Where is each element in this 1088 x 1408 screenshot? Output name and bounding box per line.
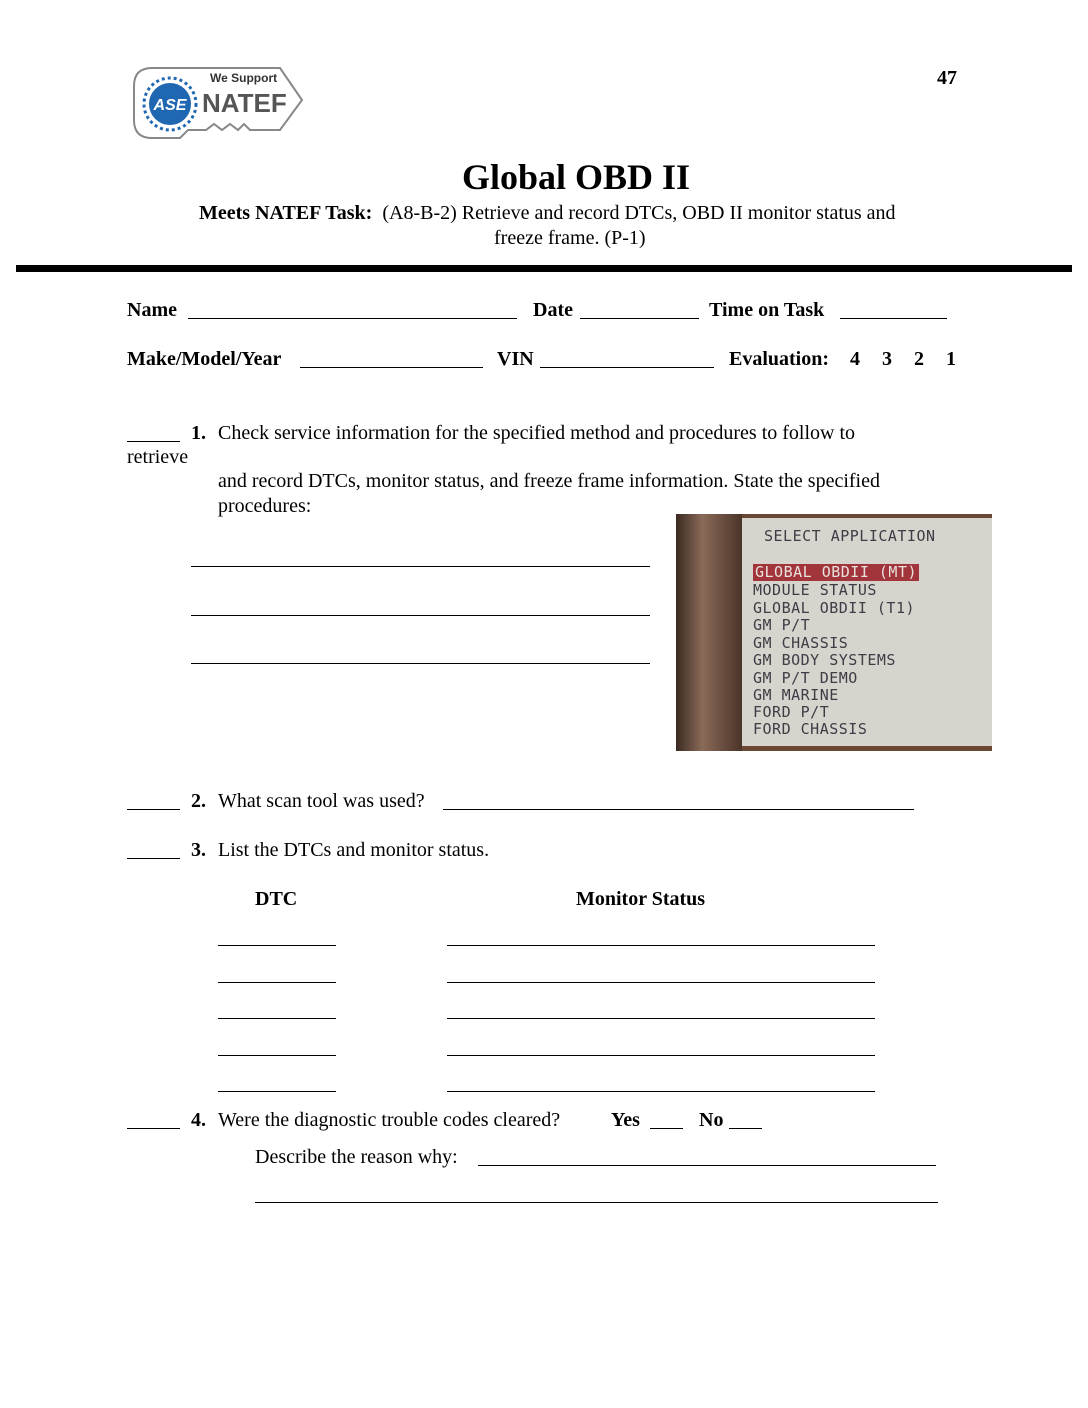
screen-item: GM CHASSIS bbox=[753, 634, 849, 652]
q4-text: Were the diagnostic trouble codes cleared? bbox=[218, 1109, 561, 1131]
score-4[interactable]: 4 bbox=[850, 348, 860, 370]
dtc-entry-line[interactable] bbox=[218, 1091, 336, 1092]
q1-text-line2: and record DTCs, monitor status, and freeze frame information. State the specified bbox=[218, 470, 880, 492]
scan-tool-photo bbox=[676, 514, 992, 751]
date-field[interactable] bbox=[580, 318, 699, 319]
score-1[interactable]: 1 bbox=[946, 348, 956, 370]
screen-heading: SELECT APPLICATION bbox=[764, 527, 936, 545]
monitor-status-entry-line[interactable] bbox=[447, 1091, 875, 1092]
title-divider bbox=[16, 265, 1072, 272]
name-field[interactable] bbox=[188, 318, 517, 319]
time-on-task-field[interactable] bbox=[840, 318, 947, 319]
date-label: Date bbox=[533, 299, 573, 321]
task-text-1: (A8-B-2) Retrieve and record DTCs, OBD II monitor status and bbox=[382, 202, 896, 224]
vin-field[interactable] bbox=[540, 367, 714, 368]
q3-check-blank[interactable] bbox=[127, 858, 180, 859]
ase-natef-logo bbox=[130, 60, 305, 145]
score-3[interactable]: 3 bbox=[882, 348, 892, 370]
q1-answer-line[interactable] bbox=[191, 615, 650, 616]
task-line-2: freeze frame. (P-1) bbox=[494, 227, 646, 249]
q1-text-line1: Check service information for the specified method and procedures to follow to bbox=[218, 422, 856, 444]
q2-check-blank[interactable] bbox=[127, 809, 180, 810]
q1-text-line3: procedures: bbox=[218, 495, 312, 517]
screen-item: GM P/T DEMO bbox=[753, 669, 858, 687]
photo-bezel bbox=[676, 514, 742, 751]
logo-main-text: NATEF bbox=[202, 88, 287, 118]
q1-check-blank[interactable] bbox=[127, 441, 180, 442]
q1-number: 1. bbox=[191, 422, 206, 444]
dtc-entry-line[interactable] bbox=[218, 945, 336, 946]
q4-number: 4. bbox=[191, 1109, 206, 1131]
yes-blank[interactable] bbox=[650, 1128, 683, 1129]
screen-item: FORD CHASSIS bbox=[753, 720, 868, 738]
score-2[interactable]: 2 bbox=[914, 348, 924, 370]
screen-item: GM P/T bbox=[753, 616, 811, 634]
screen-item: FORD P/T bbox=[753, 703, 830, 721]
monitor-status-entry-line[interactable] bbox=[447, 1055, 875, 1056]
make-model-year-label: Make/Model/Year bbox=[127, 348, 282, 370]
q2-text: What scan tool was used? bbox=[218, 790, 425, 812]
task-line-1 bbox=[199, 201, 896, 225]
q1-text-line1b: retrieve bbox=[127, 446, 189, 468]
task-label: Meets NATEF Task: bbox=[199, 202, 373, 224]
vin-label: VIN bbox=[497, 348, 534, 370]
no-blank[interactable] bbox=[729, 1128, 762, 1129]
page-number: 47 bbox=[937, 67, 957, 89]
scan-tool-screen bbox=[742, 518, 992, 746]
screen-item: GM BODY SYSTEMS bbox=[753, 651, 896, 669]
q1-answer-line[interactable] bbox=[191, 663, 650, 664]
describe-reason-label: Describe the reason why: bbox=[255, 1146, 458, 1168]
monitor-status-entry-line[interactable] bbox=[447, 1018, 875, 1019]
logo-badge-text: ASE bbox=[153, 97, 187, 114]
dtc-entry-line[interactable] bbox=[218, 1018, 336, 1019]
name-label: Name bbox=[127, 299, 177, 321]
monitor-status-entry-line[interactable] bbox=[447, 945, 875, 946]
evaluation-label: Evaluation: bbox=[729, 348, 830, 370]
reason-answer-line[interactable] bbox=[255, 1202, 938, 1203]
page-title: Global OBD II bbox=[461, 157, 691, 197]
monitor-status-column-header: Monitor Status bbox=[576, 888, 706, 910]
dtc-column-header: DTC bbox=[255, 888, 298, 910]
screen-item: GLOBAL OBDII (MT) bbox=[755, 563, 918, 581]
q3-number: 3. bbox=[191, 839, 206, 861]
logo-top-text: We Support bbox=[210, 71, 278, 85]
q4-check-blank[interactable] bbox=[127, 1128, 180, 1129]
q3-text: List the DTCs and monitor status. bbox=[218, 839, 490, 861]
q1-answer-line[interactable] bbox=[191, 566, 650, 567]
dtc-entry-line[interactable] bbox=[218, 1055, 336, 1056]
q2-answer-line[interactable] bbox=[443, 809, 914, 810]
monitor-status-entry-line[interactable] bbox=[447, 982, 875, 983]
screen-item: GLOBAL OBDII (T1) bbox=[753, 599, 916, 617]
yes-label: Yes bbox=[611, 1109, 640, 1131]
screen-item: GM MARINE bbox=[753, 686, 839, 704]
time-on-task-label: Time on Task bbox=[709, 299, 825, 321]
reason-answer-line[interactable] bbox=[478, 1165, 936, 1166]
dtc-entry-line[interactable] bbox=[218, 982, 336, 983]
q2-number: 2. bbox=[191, 790, 206, 812]
make-model-year-field[interactable] bbox=[300, 367, 483, 368]
no-label: No bbox=[699, 1109, 724, 1131]
screen-item: MODULE STATUS bbox=[753, 581, 877, 599]
